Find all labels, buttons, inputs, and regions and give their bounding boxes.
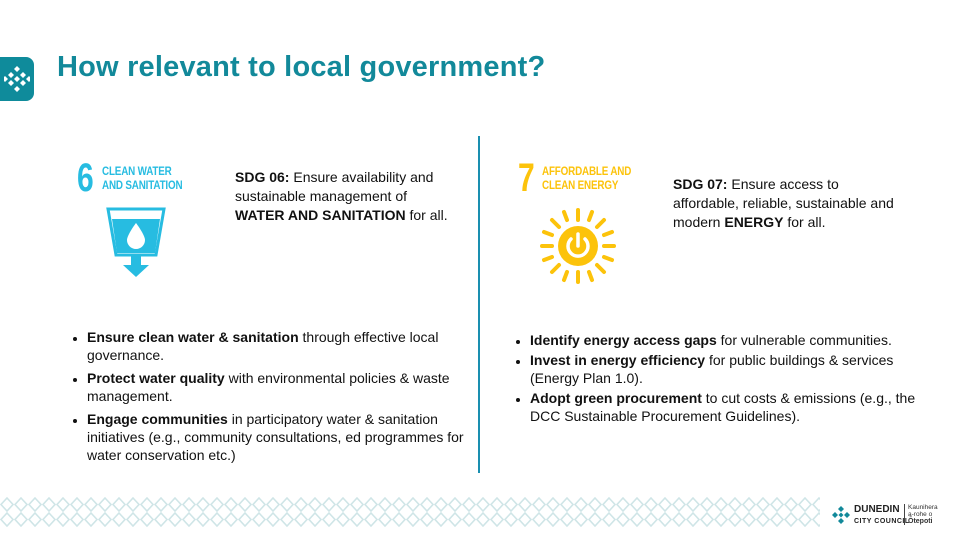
list-item (87, 410, 472, 464)
sdg6-number: 6 (77, 156, 94, 200)
sdg7-desc-bold: ENERGY (724, 214, 784, 230)
sdg6-desc-bold: WATER AND SANITATION (235, 207, 406, 223)
dcc-mark-icon (832, 506, 850, 524)
sdg6-desc-text: Ensure availability and sustainable management of (235, 169, 434, 204)
sdg7-desc-text: Ensure access to affordable, reliable, sustainable and modern (673, 176, 894, 230)
bullet-text: for vulnerable communities. (716, 332, 892, 348)
org-name-sub: CITY COUNCIL (854, 518, 910, 525)
sdg7-label: AFFORDABLE AND CLEAN ENERGY (542, 164, 632, 192)
bullet-bold: Protect water quality (87, 370, 225, 386)
water-glass-icon (106, 205, 166, 280)
bullet-bold: Ensure clean water & sanitation (87, 329, 299, 345)
sdg7-desc-lead: SDG 07: (673, 176, 728, 192)
list-item (530, 351, 935, 387)
bullet-bold: Adopt green procurement (530, 390, 702, 406)
bullet-text: for public buildings & services (Energy Plan 1.0). (530, 352, 894, 386)
maori-line-1: Kaunihera (908, 504, 938, 511)
bullet-text: through effective local governance. (87, 329, 439, 363)
org-name-main: DUNEDIN (854, 504, 900, 515)
sdg6-desc-lead: SDG 06: (235, 169, 290, 185)
column-divider (478, 136, 480, 473)
list-item (87, 328, 472, 364)
list-item (87, 369, 472, 405)
sdg6-desc-tail: for all. (405, 207, 448, 223)
bullet-bold: Identify energy access gaps (530, 332, 717, 348)
list-item (530, 389, 935, 425)
pattern-icon (4, 65, 30, 93)
sdg7-desc-tail: for all. (783, 214, 826, 230)
page-title: How relevant to local government? (57, 51, 546, 83)
sdg7-number: 7 (518, 156, 535, 200)
bullet-text: to cut costs & emissions (e.g., the DCC Sustainable Procurement Guidelines). (530, 390, 916, 424)
dcc-logo-tab (0, 57, 34, 101)
sdg6-bullet-list (69, 328, 472, 469)
sdg6-description (235, 168, 460, 225)
maori-line-3: Ōtepoti (908, 518, 933, 525)
maori-line-2: a-rohe o (908, 511, 933, 518)
list-item (530, 331, 935, 349)
bullet-bold: Invest in energy efficiency (530, 352, 706, 368)
sdg7-description (673, 175, 898, 232)
org-name (854, 504, 910, 527)
bullet-text: in participatory water & sanitation initiatives (e.g., community consultations, ed programmes for water conservation etc.) (87, 411, 464, 463)
dcc-logo (832, 504, 962, 528)
bullet-text: with environmental policies & waste management. (87, 370, 450, 404)
bullet-bold: Engage communities (87, 411, 228, 427)
sun-power-icon (540, 208, 616, 284)
sdg7-bullet-list (512, 331, 935, 430)
sdg6-label: CLEAN WATER AND SANITATION (102, 164, 183, 192)
org-maori-name (904, 504, 938, 525)
footer-pattern (0, 497, 820, 527)
